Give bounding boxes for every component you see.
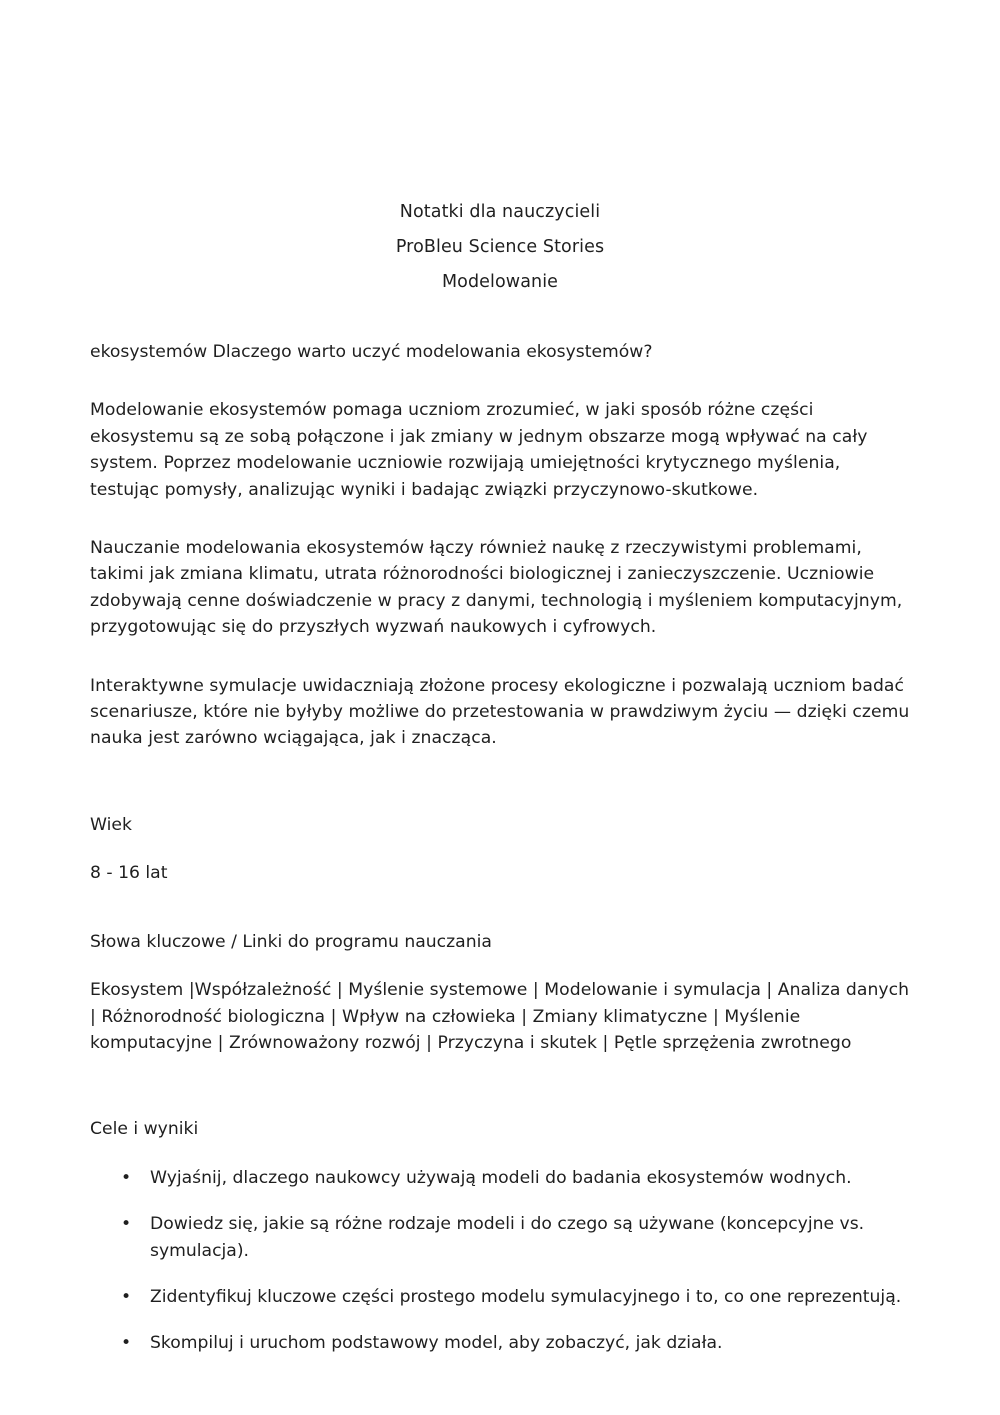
bullet-marker-icon: • <box>121 1214 132 1235</box>
keywords-section-heading: Słowa kluczowe / Linki do programu nauczania <box>90 931 492 952</box>
lead-question: ekosystemów Dlaczego warto uczyć modelowania ekosystemów? <box>90 342 653 362</box>
bullet-marker-icon: • <box>121 1333 132 1354</box>
document-body <box>90 339 912 1357</box>
document-title-line-3: Modelowanie <box>441 272 559 292</box>
spacer <box>90 887 912 929</box>
spacer <box>90 955 912 977</box>
list-item <box>90 1165 912 1191</box>
spacer <box>90 365 912 397</box>
body-paragraph-2: Nauczanie modelowania ekosystemów łączy również naukę z rzeczywistymi problemami, takimi jak zmiana klimatu, utrata różnorodności biologicznej i zanieczyszczenie. Uczniowie zdobywają cenne doświadczenie w pracy z danymi, technologią i myśleniem komputacyjnym, przygotowując się do przyszłych wyzwań naukowych i cyfrowych. <box>90 538 903 638</box>
bullet-marker-icon: • <box>121 1286 132 1307</box>
age-section-value: 8 - 16 lat <box>90 863 168 884</box>
objectives-section-heading: Cele i wyniki <box>90 1119 199 1140</box>
document-title-line-2: ProBleu Science Stories <box>395 237 605 257</box>
spacer <box>90 1143 912 1165</box>
list-item-label: Dowiedz się, jakie są różne rodzaje modeli i do czego są używane (koncepcyjne vs. symulacja). <box>150 1214 865 1261</box>
list-item <box>90 1330 912 1356</box>
list-item-label: Wyjaśnij, dlaczego naukowcy używają modeli do badania ekosystemów wodnych. <box>150 1167 852 1188</box>
list-item <box>90 1284 912 1310</box>
body-paragraph-1: Modelowanie ekosystemów pomaga uczniom zrozumieć, w jaki sposób różne części ekosystemu są ze sobą połączone i jak zmiany w jednym obszarze mogą wpływać na cały system. Poprzez modelowanie uczniowie rozwijają umiejętności krytycznego myślenia, testując pomysły, analizując wyniki i badając związki przyczynowo-skutkowe. <box>90 400 868 500</box>
bullet-marker-icon: • <box>121 1167 132 1188</box>
list-item-label: Skompiluj i uruchom podstawowy model, aby zobaczyć, jak działa. <box>150 1333 723 1354</box>
body-paragraph-3: Interaktywne symulacje uwidaczniają złożone procesy ekologiczne i pozwalają uczniom badać scenariusze, które nie byłyby możliwe do przetestowania w prawdziwym życiu — dzięki czemu nauka jest zarówno wciągająca, jak i znacząca. <box>90 675 910 749</box>
spacer <box>90 838 912 860</box>
age-section-heading: Wiek <box>90 814 132 835</box>
spacer <box>90 641 912 673</box>
list-item <box>90 1211 912 1264</box>
document-title-line-1: Notatki dla nauczycieli <box>399 202 601 222</box>
keywords-section-value: Ekosystem |Współzależność | Myślenie systemowe | Modelowanie i symulacja | Analiza danych | Różnorodność biologiczna | Wpływ na człowieka | Zmiany klimatyczne | Myślenie komputacyjne | Zrównoważony rozwój | Przyczyna i skutek | Pętle sprzężenia zwrotnego <box>90 980 910 1053</box>
document-title-block <box>0 195 1000 300</box>
spacer <box>90 1056 912 1116</box>
list-item-label: Zidentyfikuj kluczowe części prostego modelu symulacyjnego i to, co one reprezentują. <box>150 1286 902 1307</box>
spacer <box>90 503 912 535</box>
spacer <box>90 752 912 812</box>
objectives-list <box>90 1165 912 1357</box>
